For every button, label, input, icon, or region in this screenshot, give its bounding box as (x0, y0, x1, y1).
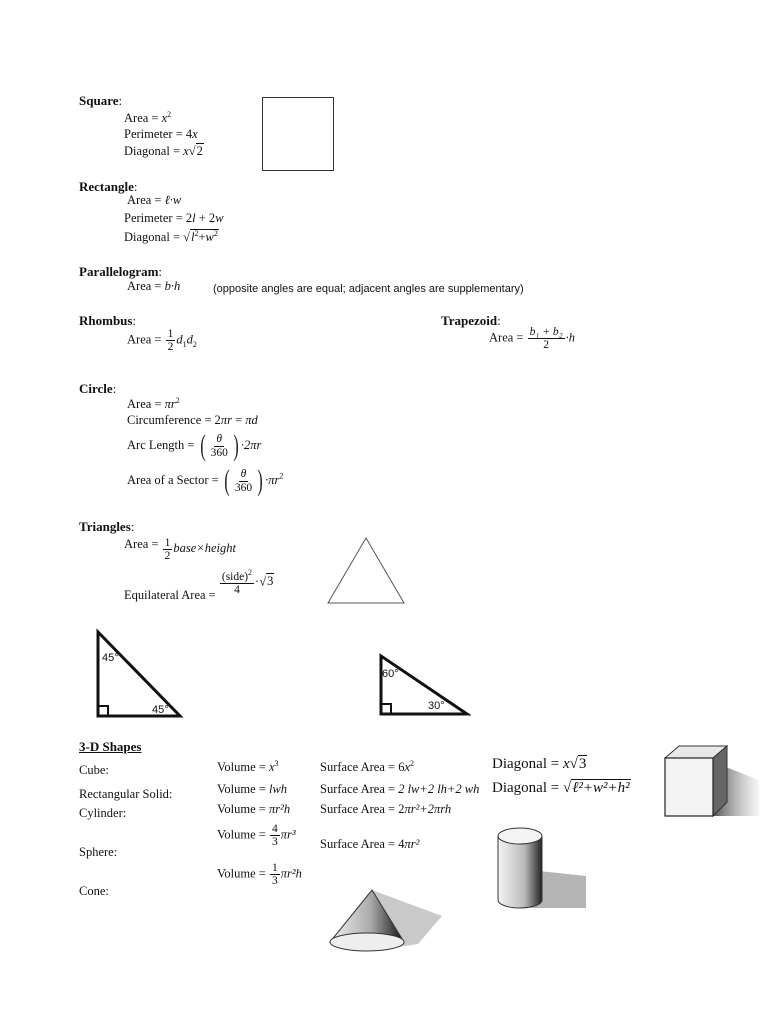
circle-arc-length: Arc Length = ( $\frac{\theta}{360}$ ) ·2πr (127, 429, 262, 462)
trapezoid-area: Area = $\frac{\text{b₁ + b₂}}{2}$ ·h (489, 326, 575, 352)
square-diagonal: Diagonal = x√2 (124, 144, 203, 158)
cylinder-label: Cylinder: (79, 806, 127, 820)
cube-diagonal: Diagonal = x√3 (492, 756, 587, 772)
triangles-heading: Triangles: (79, 519, 135, 534)
cone-sketch (322, 886, 452, 956)
circle-circumference: Circumference = 2πr = πd (127, 413, 258, 427)
cube-surface-area: Surface Area = $6x^2$ (320, 759, 415, 775)
triangle-area: Area = $\frac{1}{2}$ base×height (124, 537, 236, 563)
rectangle-diagonal: Diagonal = $√l^2+w^2$ (124, 229, 218, 245)
square-figure (262, 97, 334, 171)
sphere-volume: Volume = $\frac{4}{3}$ πr³ (217, 823, 296, 849)
cube-volume: Volume = $x^3$ (217, 759, 279, 775)
right-triangle-30-60-figure (375, 652, 471, 718)
equilateral-area: Equilateral Area = $\frac{(side)^2}{4}$ ·√3 (124, 568, 274, 603)
cylinder-volume: Volume = πr²h (217, 802, 291, 816)
sphere-label: Sphere: (79, 845, 118, 859)
angle-label-45-top: 45° (102, 652, 119, 664)
square-heading: Square: (79, 93, 123, 108)
rhombus-heading: Rhombus: (79, 313, 137, 328)
rectangle-heading: Rectangle: (79, 179, 138, 194)
rectangle-perimeter: Perimeter = 2l + 2w (124, 211, 224, 225)
rectangular-solid-label: Rectangular Solid: (79, 787, 173, 801)
angle-label-45-right: 45° (152, 704, 169, 716)
cone-label: Cone: (79, 884, 109, 898)
rectangular-solid-volume: Volume = lwh (217, 782, 288, 796)
shapes3d-heading: 3-D Shapes (79, 739, 142, 754)
angle-label-30: 30° (428, 700, 445, 712)
circle-sector-area: Area of a Sector = ( $\frac{\theta}{360}$ ) $\cdot\pi r^2$ (127, 464, 284, 497)
cone-volume: Volume = $\frac{1}{3}$ πr²h (217, 862, 302, 888)
rectangle-area: Area = ℓ·w (127, 193, 182, 207)
sphere-surface-area: Surface Area = 4πr² (320, 837, 420, 851)
cylinder-sketch (490, 820, 590, 915)
cube-label: Cube: (79, 763, 109, 777)
circle-heading: Circle: (79, 381, 117, 396)
cylinder-surface-area: Surface Area = 2πr²+2πrh (320, 802, 452, 816)
rhombus-area: Area = $\frac{1}{2}$ $d_1d_2$ (127, 328, 197, 354)
parallelogram-heading: Parallelogram: (79, 264, 163, 279)
cube-sketch (655, 742, 765, 822)
square-area: Area = $x^2$ (124, 110, 172, 126)
circle-area: Area = $\pi r^2$ (127, 396, 180, 412)
parallelogram-note: (opposite angles are equal; adjacent angles are supplementary) (213, 283, 524, 295)
right-triangle-45-figure (92, 628, 184, 720)
trapezoid-heading: Trapezoid: (441, 313, 501, 328)
square-perimeter: Perimeter = 4x (124, 127, 198, 141)
angle-label-60: 60° (382, 668, 399, 680)
parallelogram-area: Area = b·h (127, 279, 181, 293)
rectangular-solid-surface-area: Surface Area = 2 lw+2 lh+2 wh (320, 782, 480, 796)
equilateral-triangle-figure (325, 535, 407, 607)
rectangular-solid-diagonal: Diagonal = √ℓ²+w²+h² (492, 780, 630, 796)
